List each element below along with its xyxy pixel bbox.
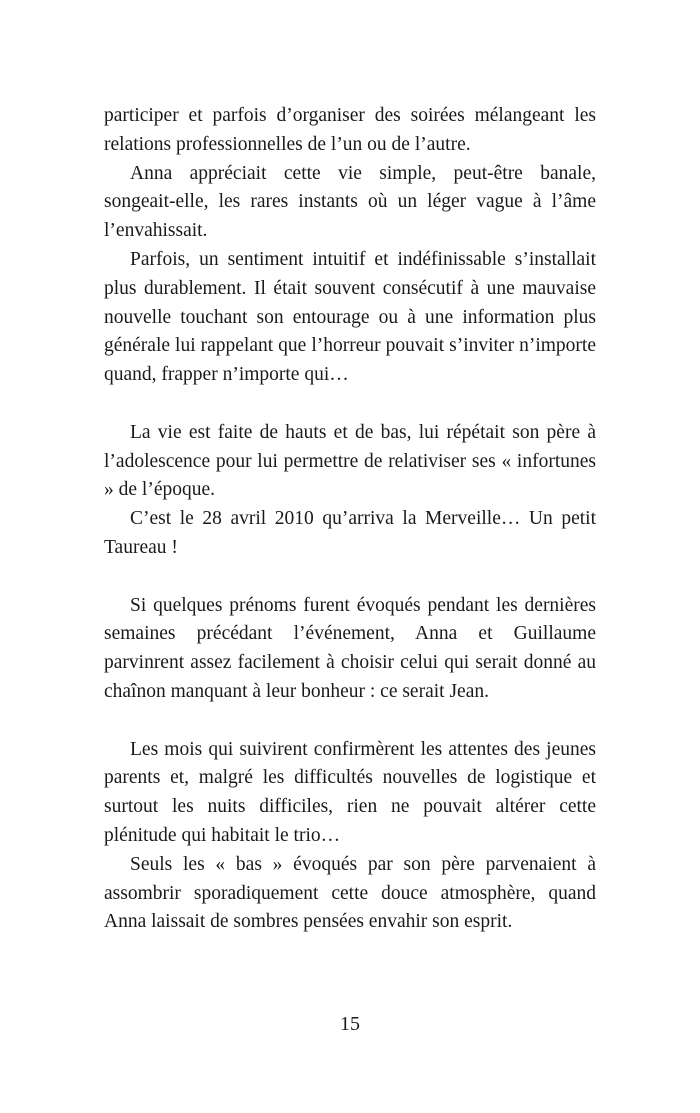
paragraph-sentiment-intuitif: Parfois, un sentiment intuitif et indéfinissable s’installait plus durablement. Il était souvent consécutif à une mauvaise nouvelle touchant son entourage ou à une information plus générale lui rappelant que l’horreur pouvait s’inviter n’importe quand, frapper n’importe qui… bbox=[104, 248, 596, 386]
paragraph-seuls-les-bas: Seuls les « bas » évoqués par son père parvenaient à assombrir sporadiquement cette douce atmosphère, quand Anna laissait de sombres pensées envahir son esprit. bbox=[104, 853, 596, 933]
paragraph-mois-suivants: Les mois qui suivirent confirmèrent les attentes des jeunes parents et, malgré les difficultés nouvelles de logistique et surtout les nuits difficiles, rien ne pouvait altérer cette plénitude qui habitait le trio… bbox=[104, 738, 596, 846]
page-number: 15 bbox=[340, 1013, 360, 1035]
paragraph-anna-vie-simple: Anna appréciait cette vie simple, peut-être banale, songeait-elle, les rares instants où un léger vague à l’âme l’envahissait. bbox=[104, 162, 596, 242]
paragraph-hauts-et-bas: La vie est faite de hauts et de bas, lui répétait son père à l’adolescence pour lui permettre de relativiser ses « infortunes » de l’époque. bbox=[104, 421, 596, 501]
paragraph-prenoms: Si quelques prénoms furent évoqués pendant les dernières semaines précédant l’événement, Anna et Guillaume parvinrent assez facilement à choisir celui qui serait donné au chaînon manquant à leur bonheur : ce serait Jean. bbox=[104, 594, 596, 702]
page-body bbox=[104, 102, 596, 937]
paragraph-merveille: C’est le 28 avril 2010 qu’arriva la Merveille… Un petit Taureau ! bbox=[104, 508, 596, 558]
paragraph-continuation: participer et parfois d’organiser des soirées mélangeant les relations professionnelles de l’un ou de l’autre. bbox=[104, 105, 596, 155]
